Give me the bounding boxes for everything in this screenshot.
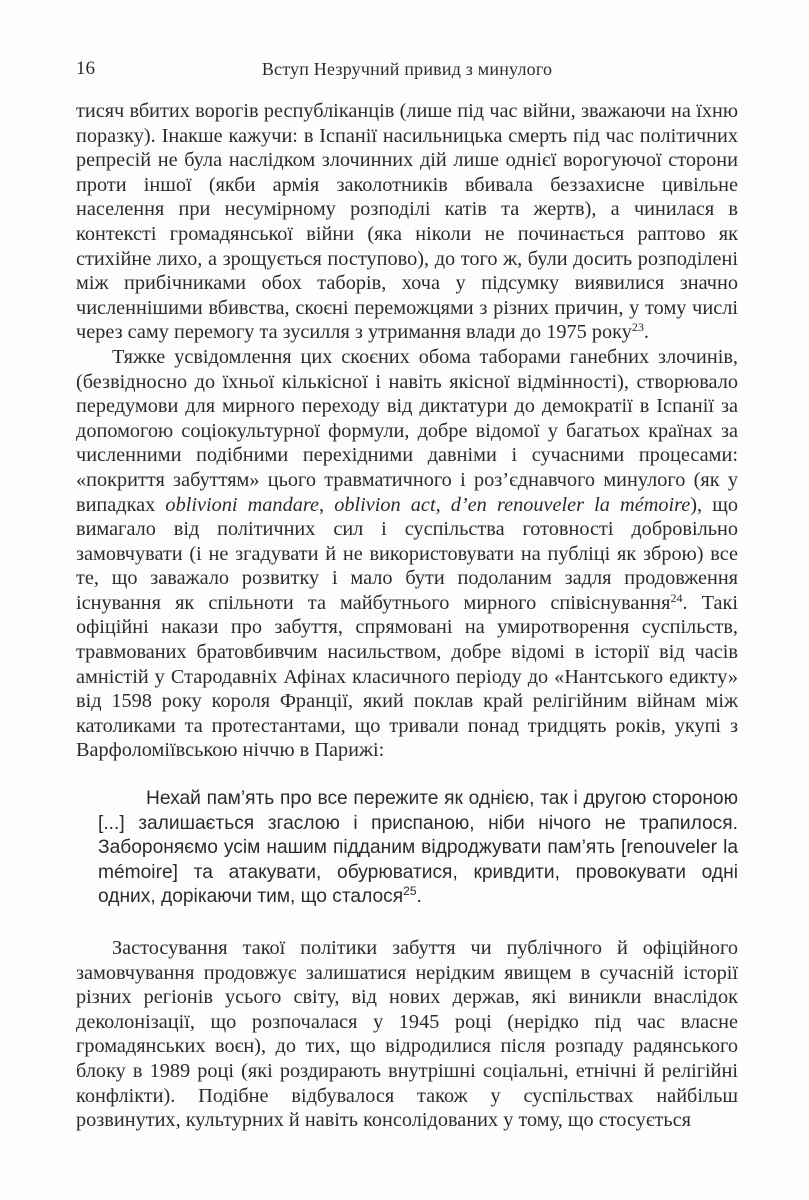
- running-title: Вступ Незручний привид з минулого: [261, 59, 553, 79]
- separator-2: ,: [435, 493, 451, 516]
- footnote-ref-24: 24: [670, 590, 683, 605]
- paragraph-2-part2: ), що вимагало від політичних сил і суспільства готовності добровільно замовчувати (і не згадувати й не використовувати на публіці як зброю) все те, що заважало розвитку і мало бути подоланим задля продовження існування як спільноти та майбутнього мирного співіснування: [76, 493, 738, 614]
- footnote-ref-23: 23: [631, 320, 644, 335]
- paragraph-2-part1: Тяжке усвідомлення цих скоєних обома таборами ганебних злочинів, (безвідносно до їхньої кількісної і навіть якісної відмінності), створювало передумови для мирного переходу від диктатури до демократії в Іспанії за допомогою соціокультурної формули, добре відомої у багатьох країнах за численними подібними перехідними давніми і сучасними процесами: «покриття забуттям» цього травматичного і роз’єднавчого минулого (як у випадках: [76, 345, 738, 516]
- paragraph-3: [76, 936, 738, 1133]
- paragraph-1: [76, 99, 738, 345]
- footnote-ref-25: 25: [403, 884, 417, 899]
- italic-term-1: oblivioni mandare: [165, 493, 319, 516]
- separator-1: ,: [319, 493, 335, 516]
- quote-text: Нехай пам’ять про все пережите як однією, так і другою стороною [...] залишається згаслою і приспаною, ніби нічого не трапилося. Забороняємо усім нашим підданим відроджувати пам’ять [renouveler la mémoire] та атакувати, обурюватися, кривдити, провокувати одні одних, дорікаючи тим, що сталося: [98, 788, 738, 908]
- page-number: 16: [76, 58, 95, 79]
- paragraph-3-text: Застосування такої політики забуття чи публічного й офіційного замовчування продовжує залишатися нерідким явищем в сучасній історії різних регіонів усього світу, від нових держав, які виникли внаслідок деколонізації, що розпочалася у 1945 році (нерідко під час власне громадянських воєн), до тих, що відродилися після розпаду радянського блоку в 1989 році (які роздирають внутрішні соціальні, етнічні й релігійні конфлікти). Подібне відбувалося також у суспільствах найбільш розвинутих, культурних й навіть консолідованих у тому, що стосується: [76, 937, 738, 1132]
- paragraph-2: [76, 345, 738, 763]
- block-quote-text: [98, 787, 738, 910]
- block-quote: [76, 787, 738, 910]
- page-header: [76, 56, 738, 82]
- body-text: [76, 99, 738, 1133]
- italic-term-3: d’en renouveler la mémoire: [450, 493, 691, 516]
- paragraph-2-part3: . Такі офіційні накази про забуття, спрямовані на умиротворення суспільств, травмованих братовбивчим насильством, добре відомі в історії від часів амністій у Стародавніх Афінах класичного періоду до «Нантського едикту» від 1598 року короля Франції, який поклав край релігійним війнам між католиками та протестантами, що тривали понад тридцять років, укупі з Варфоломіївською ніччю в Парижі:: [76, 591, 739, 762]
- paragraph-1-end: .: [643, 321, 649, 344]
- italic-term-2: oblivion act: [334, 493, 436, 516]
- paragraph-1-text: тисяч вбитих ворогів республіканців (лише під час війни, зважаючи на їхню поразку). Інакше кажучи: в Іспанії насильницька смерть під час політичних репресій не була наслідком злочинних дій лише однієї ворогуючої сторони проти іншої (якби армія заколотників вбивала беззахисне цивільне населення при несумірному розподілі катів та жертв), а чинилася в контексті громадянської війни (яка ніколи не починається раптово як стихійне лихо, а зрощується поступово), до того ж, були досить розподілені між прибічниками обох таборів, хоча у підсумку виявилися значно численнішими вбивства, скоєні переможцями з різних причин, у тому числі через саму перемогу та зусилля з утримання влади до 1975 року: [76, 100, 738, 344]
- quote-end: .: [416, 886, 422, 908]
